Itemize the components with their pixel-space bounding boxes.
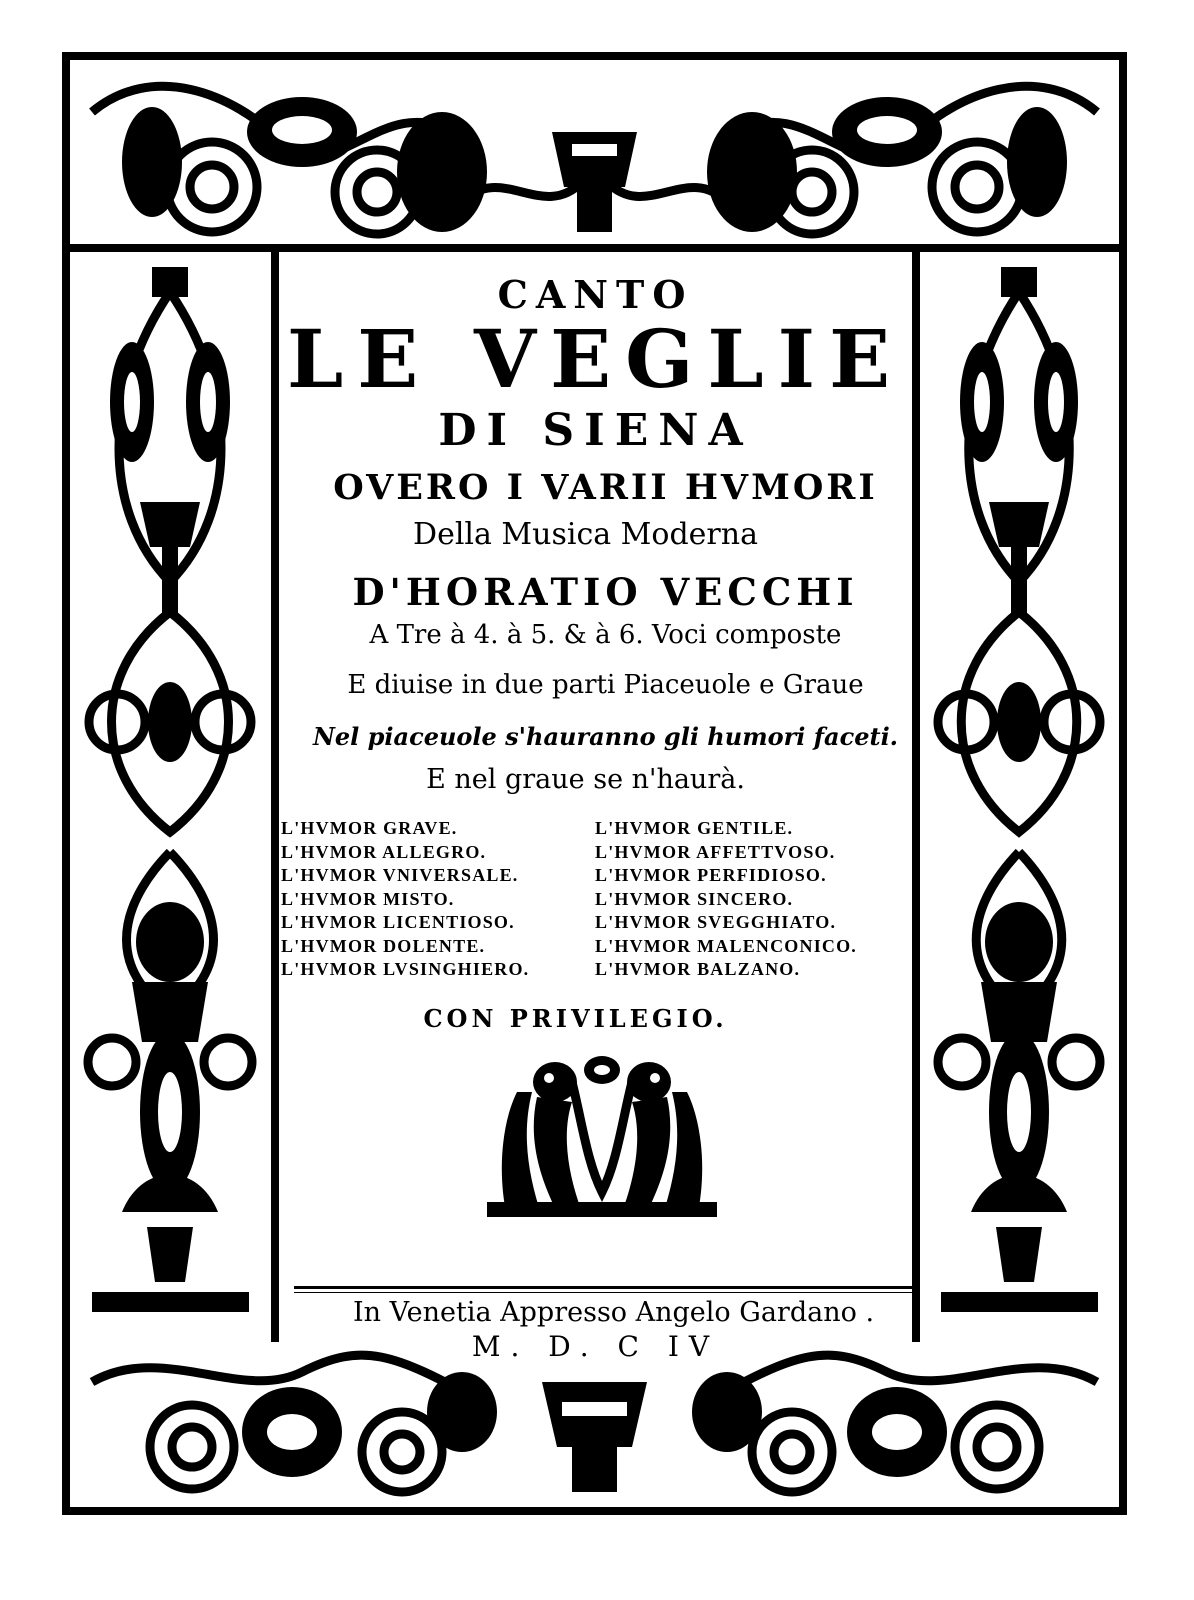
imprint-block (279, 1297, 912, 1380)
humors-left-column (281, 817, 529, 982)
left-border-column (62, 252, 279, 1342)
imprint-rule (294, 1292, 914, 1293)
privilege-line: CON PRIVILEGIO. (423, 1004, 728, 1033)
lions-printers-mark-icon (487, 1052, 717, 1217)
piaceuole-line: Nel piaceuole s'hauranno gli humori faceti. (312, 722, 899, 751)
humor-item: L'HVMOR VNIVERSALE. (281, 865, 519, 885)
humor-item: L'HVMOR AFFETTVOSO. (595, 841, 836, 862)
humor-item: L'HVMOR SINCERO. (595, 888, 794, 909)
humor-item: L'HVMOR LVSINGHIERO. (281, 959, 530, 979)
right-border-column (912, 252, 1127, 1342)
imprint-rule (294, 1286, 914, 1289)
humors-right-column (595, 817, 857, 982)
humor-item: L'HVMOR PERFIDIOSO. (595, 865, 827, 885)
composer-name: D'HORATIO VECCHI (352, 570, 859, 614)
graue-line: E nel graue se n'haurà. (426, 764, 745, 795)
humor-item: L'HVMOR BALZANO. (595, 959, 801, 979)
voices-line: A Tre à 4. à 5. & à 6. Voci composte (369, 620, 842, 650)
imprint-year: M. D. C IV (471, 1330, 720, 1363)
humor-item: L'HVMOR GENTILE. (595, 818, 794, 838)
humor-item: L'HVMOR SVEGGHIATO. (595, 912, 837, 932)
music-line: Della Musica Moderna (413, 517, 758, 552)
humor-item: L'HVMOR MALENCONICO. (595, 935, 857, 956)
humor-item: L'HVMOR LICENTIOSO. (281, 912, 515, 932)
humor-item: L'HVMOR MISTO. (281, 888, 455, 909)
voice-part-heading: CANTO (497, 272, 694, 317)
imprint-line: In Venetia Appresso Angelo Gardano . (352, 1297, 875, 1328)
humor-item: L'HVMOR GRAVE. (281, 818, 458, 838)
division-line: E diuise in due parti Piaceuole e Graue (347, 670, 864, 700)
main-title: LE VEGLIE (286, 312, 905, 406)
humor-item: L'HVMOR DOLENTE. (281, 935, 486, 956)
top-border-frieze (62, 52, 1127, 252)
humor-item: L'HVMOR ALLEGRO. (281, 841, 487, 862)
place-title: DI SIENA (438, 405, 753, 456)
title-text-panel (279, 252, 912, 1342)
subtitle: OVERO I VARII HVMORI (333, 467, 878, 508)
